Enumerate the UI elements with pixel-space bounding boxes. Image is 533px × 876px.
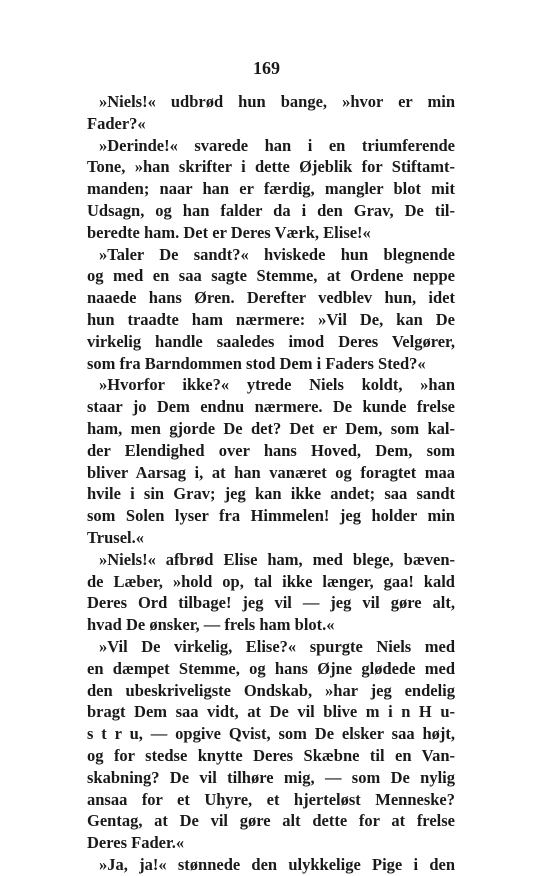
text-line: hun traadte ham nærmere: »Vil De, kan De	[87, 309, 455, 329]
text-line: Gentag, at De vil gøre alt dette for at frelse	[87, 811, 455, 831]
text-line: Trusel.«	[87, 527, 144, 547]
text-line: en dæmpet Stemme, og hans Øjne glødede med	[87, 658, 455, 678]
text-line: bliver Aarsag i, at han vanæret og foragtet maa	[87, 462, 455, 482]
text-line: »Niels!« udbrød hun bange, »hvor er min	[99, 92, 455, 111]
text-line: Deres Ord tilbage! jeg vil — jeg vil gøre alt,	[87, 593, 455, 613]
text-line: de Læber, »hold op, tal ikke længer, gaa! kald	[87, 571, 455, 591]
text-line: hvile i sin Grav; jeg kan ikke andet; saa sandt	[87, 484, 455, 504]
text-line: ansaa for et Uhyre, et hjerteløst Menneske?	[87, 789, 455, 809]
text-line: Fader?«	[87, 113, 146, 133]
text-line: skabning? De vil tilhøre mig, — som De nylig	[87, 767, 455, 787]
text-line: bragt Dem saa vidt, at De vil blive m i n H u-	[87, 702, 455, 722]
text-line: staar jo Dem endnu nærmere. De kunde frelse	[87, 397, 455, 417]
text-line: »Derinde!« svarede han i en triumferende	[99, 135, 455, 155]
text-line: Deres Fader.«	[87, 833, 185, 853]
text-line: beredte ham. Det er Deres Værk, Elise!«	[87, 222, 371, 242]
text-line: s t r u, — opgive Qvist, som De elsker saa højt,	[87, 724, 455, 744]
text-line: hvad De ønsker, — frels ham blot.«	[87, 615, 335, 635]
text-line: og med en saa sagte Stemme, at Ordene neppe	[87, 266, 455, 286]
text-line: naaede hans Øren. Derefter vedblev hun, idet	[87, 288, 455, 308]
text-line: »Taler De sandt?« hviskede hun blegnende	[99, 244, 455, 264]
text-line: »Niels!« afbrød Elise ham, med blege, bæven-	[99, 549, 455, 569]
page-number: 169	[253, 58, 280, 78]
text-line: som Solen lyser fra Himmelen! jeg holder min	[87, 506, 455, 526]
text-line: der Elendighed over hans Hoved, Dem, som	[87, 440, 455, 460]
text-line: Udsagn, og han falder da i den Grav, De til-	[87, 200, 455, 220]
text-line: Tone, »han skrifter i dette Øjeblik for Stiftamt-	[87, 157, 455, 177]
page-body-text	[87, 91, 455, 876]
text-line: manden; naar han er færdig, mangler blot mit	[87, 179, 455, 199]
text-line: »Ja, ja!« stønnede den ulykkelige Pige i den	[99, 854, 455, 874]
text-line: ham, men gjorde De det? Det er Dem, som kal-	[87, 418, 455, 438]
text-line: som fra Barndommen stod Dem i Faders Sted?«	[87, 353, 426, 373]
text-line: og for stedse knytte Deres Skæbne til en Van-	[87, 745, 455, 765]
text-line: virkelig handle saaledes imod Deres Velgører,	[87, 331, 455, 351]
text-line: »Hvorfor ikke?« ytrede Niels koldt, »han	[99, 375, 455, 395]
text-line: den ubeskriveligste Ondskab, »har jeg endelig	[87, 680, 455, 700]
text-line: »Vil De virkelig, Elise?« spurgte Niels med	[99, 636, 455, 656]
